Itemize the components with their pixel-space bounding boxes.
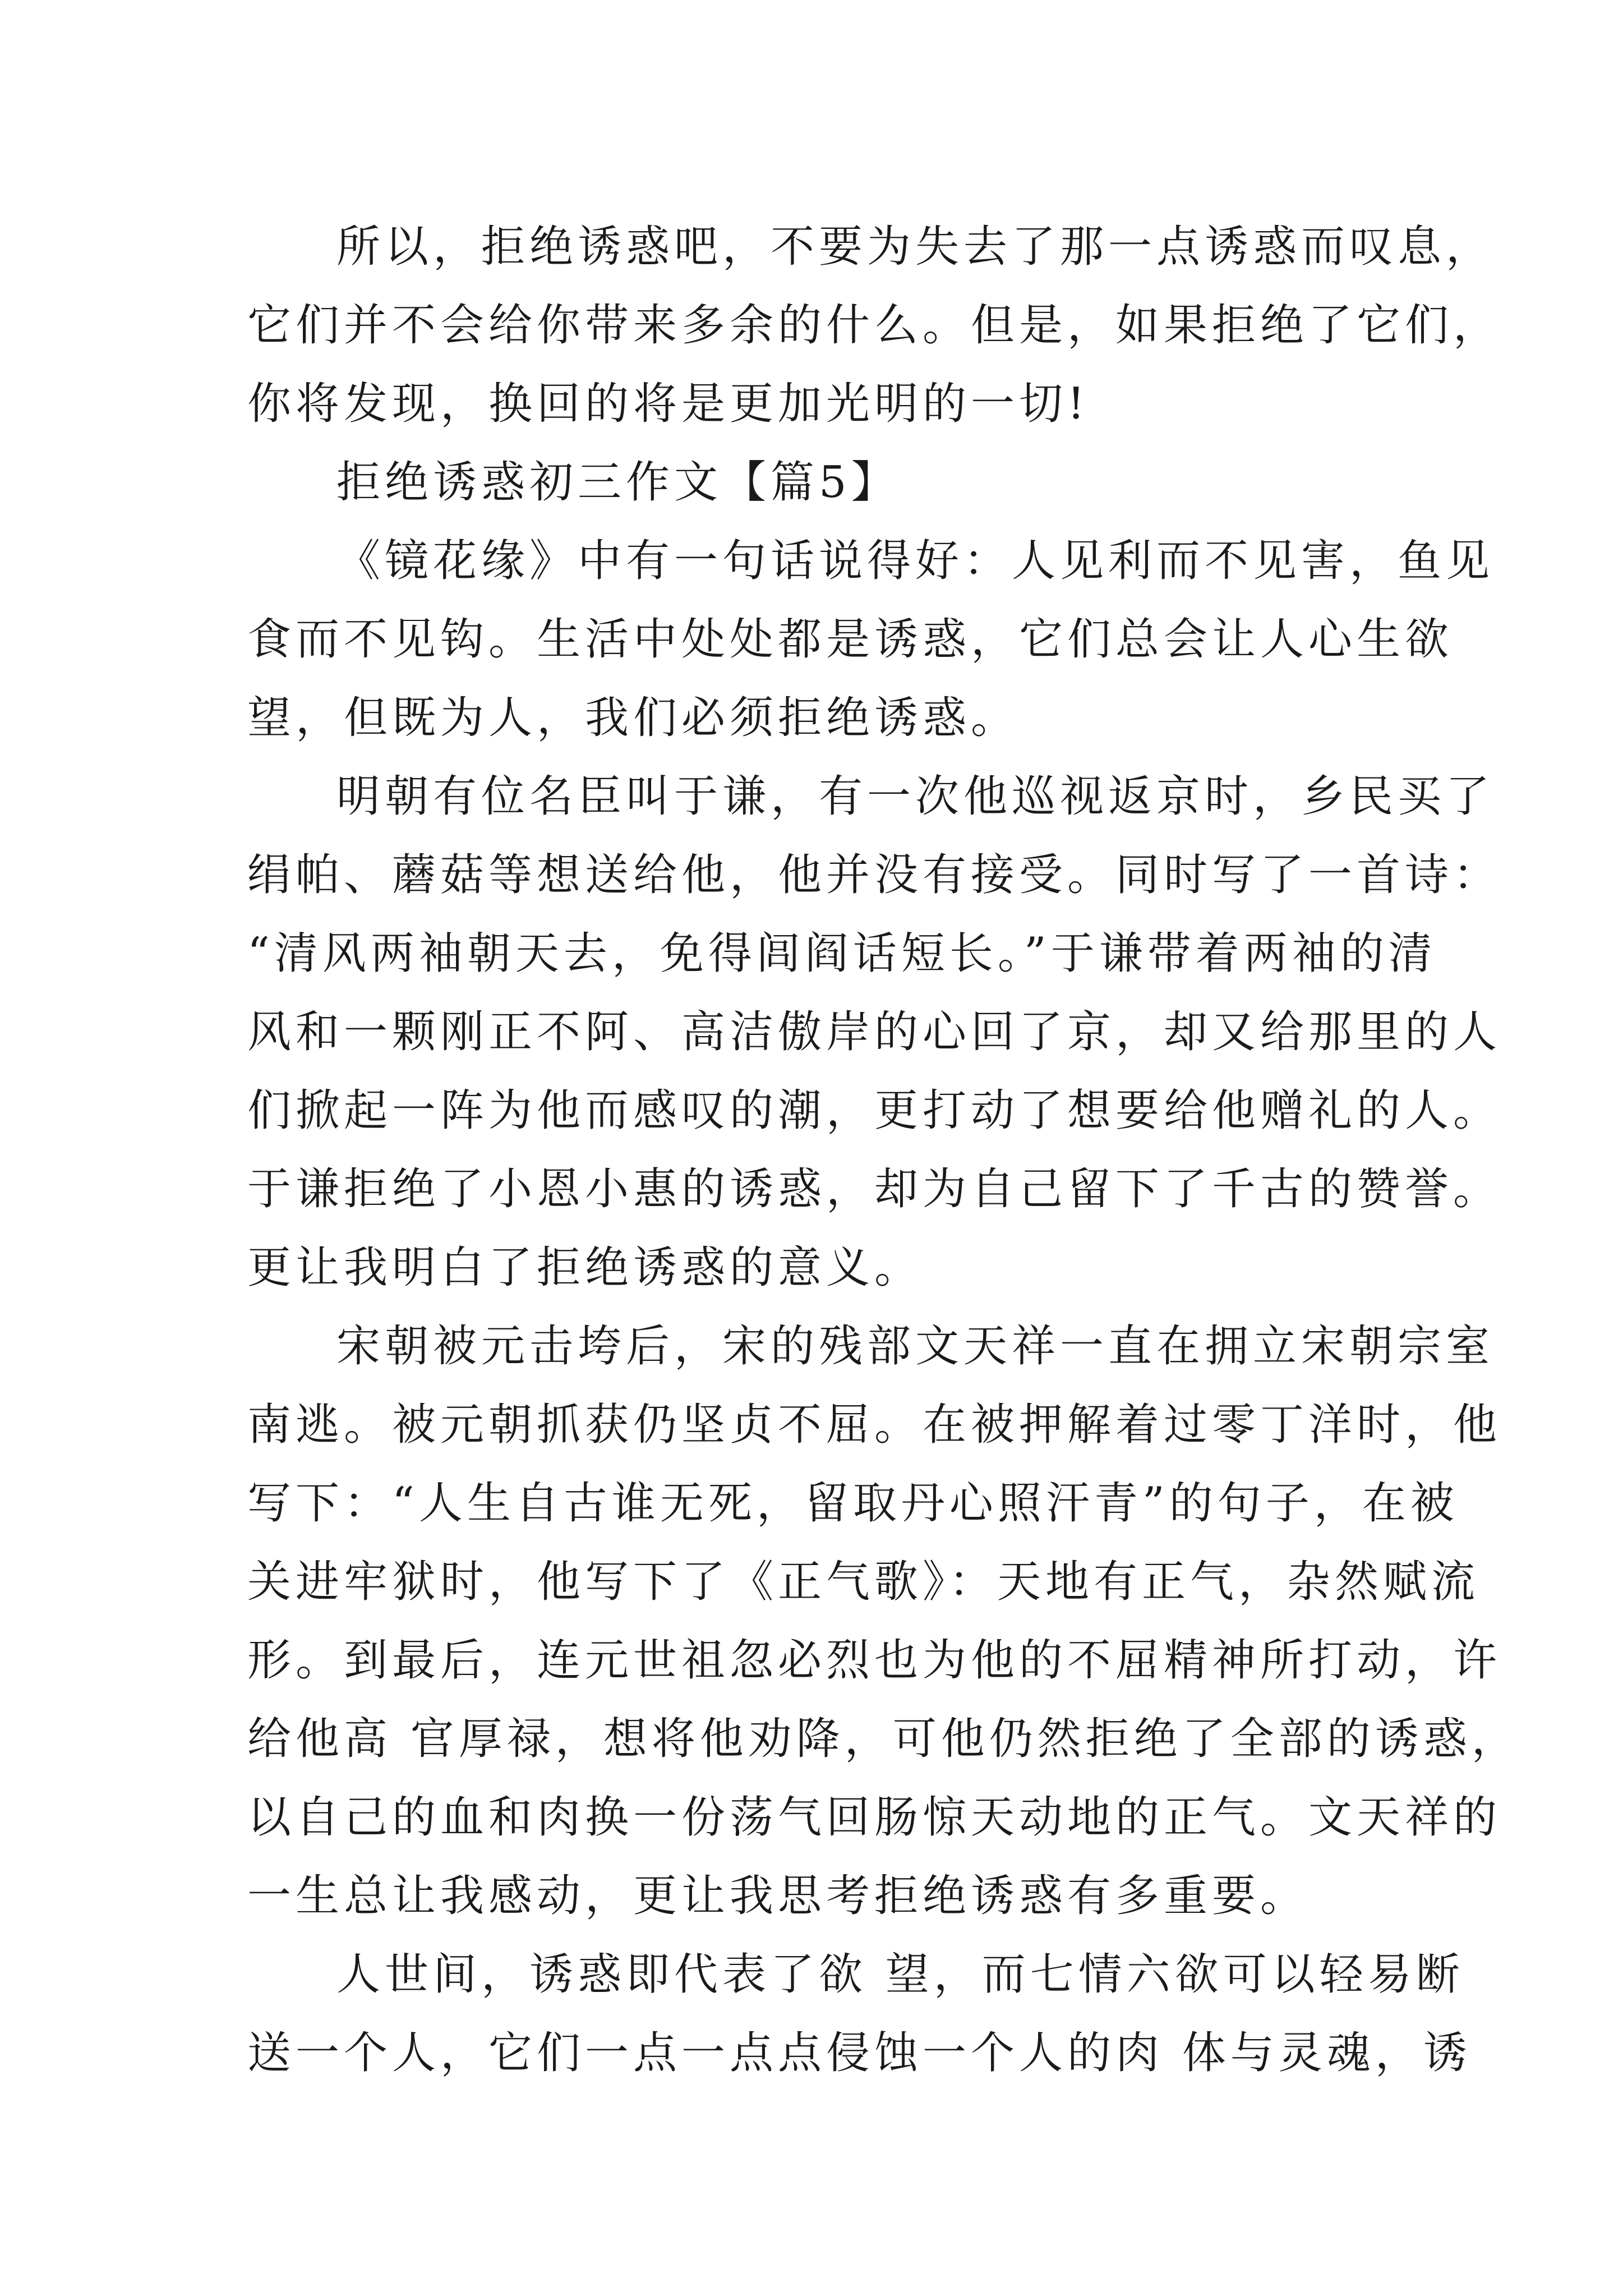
- paragraph-line: 关进牢狱时，他写下了《正气歌》：天地有正气，杂然赋流: [247, 1557, 1480, 1607]
- paragraph-line: 写下：“人生自古谁无死，留取丹心照汗青”的句子，在被: [247, 1478, 1459, 1529]
- paragraph-line: 望，但既为人，我们必须拒绝诱惑。: [247, 693, 1020, 743]
- paragraph-line: 给他高 官厚禄，想将他劝降，可他仍然拒绝了全部的诱惑，: [247, 1714, 1520, 1764]
- paragraph-line: 于谦拒绝了小恩小惠的诱惑，却为自己留下了千古的赞誉。: [247, 1164, 1502, 1214]
- paragraph-line: 明朝有位名臣叫于谦，有一次他巡视返京时，乡民买了: [336, 771, 1495, 822]
- paragraph-line: 以自己的血和肉换一份荡气回肠惊天动地的正气。文天祥的: [247, 1792, 1502, 1843]
- paragraph-line: 南逃。被元朝抓获仍坚贞不屈。在被押解着过零丁洋时，他: [247, 1400, 1502, 1450]
- paragraph-line: 它们并不会给你带来多余的什么。但是，如果拒绝了它们，: [247, 300, 1502, 351]
- paragraph-line: 所以，拒绝诱惑吧，不要为失去了那一点诱惑而叹息，: [336, 222, 1495, 272]
- paragraph-line: 更让我明白了拒绝诱惑的意义。: [247, 1243, 923, 1293]
- paragraph-line: 形。到最后，连元世祖忽必烈也为他的不屈精神所打动，许: [247, 1635, 1502, 1686]
- paragraph-line: 你将发现，换回的将是更加光明的一切!: [247, 379, 1090, 429]
- section-heading: 拒绝诱惑初三作文【篇5】: [336, 457, 900, 508]
- paragraph-line: 送一个人，它们一点一点点侵蚀一个人的肉 体与灵魂，诱: [247, 2028, 1472, 2078]
- paragraph-line: 绢帕、蘑菇等想送给他，他并没有接受。同时写了一首诗：: [247, 850, 1502, 900]
- paragraph-line: 宋朝被元击垮后，宋的残部文天祥一直在拥立宋朝宗室: [336, 1321, 1495, 1372]
- paragraph-line: 《镜花缘》中有一句话说得好：人见利而不见害，鱼见: [336, 536, 1495, 586]
- paragraph-line: “清风两袖朝天去，免得闾阎话短长。”于谦带着两袖的清: [247, 928, 1437, 979]
- paragraph-line: 人世间，诱惑即代表了欲 望，而七情六欲可以轻易断: [336, 1949, 1464, 2000]
- paragraph-line: 风和一颗刚正不阿、高洁傲岸的心回了京，却又给那里的人: [247, 1007, 1502, 1057]
- paragraph-line: 食而不见钩。生活中处处都是诱惑，它们总会让人心生欲: [247, 614, 1454, 665]
- paragraph-line: 们掀起一阵为他而感叹的潮，更打动了想要给他赠礼的人。: [247, 1085, 1502, 1136]
- paragraph-line: 一生总让我感动，更让我思考拒绝诱惑有多重要。: [247, 1871, 1309, 1921]
